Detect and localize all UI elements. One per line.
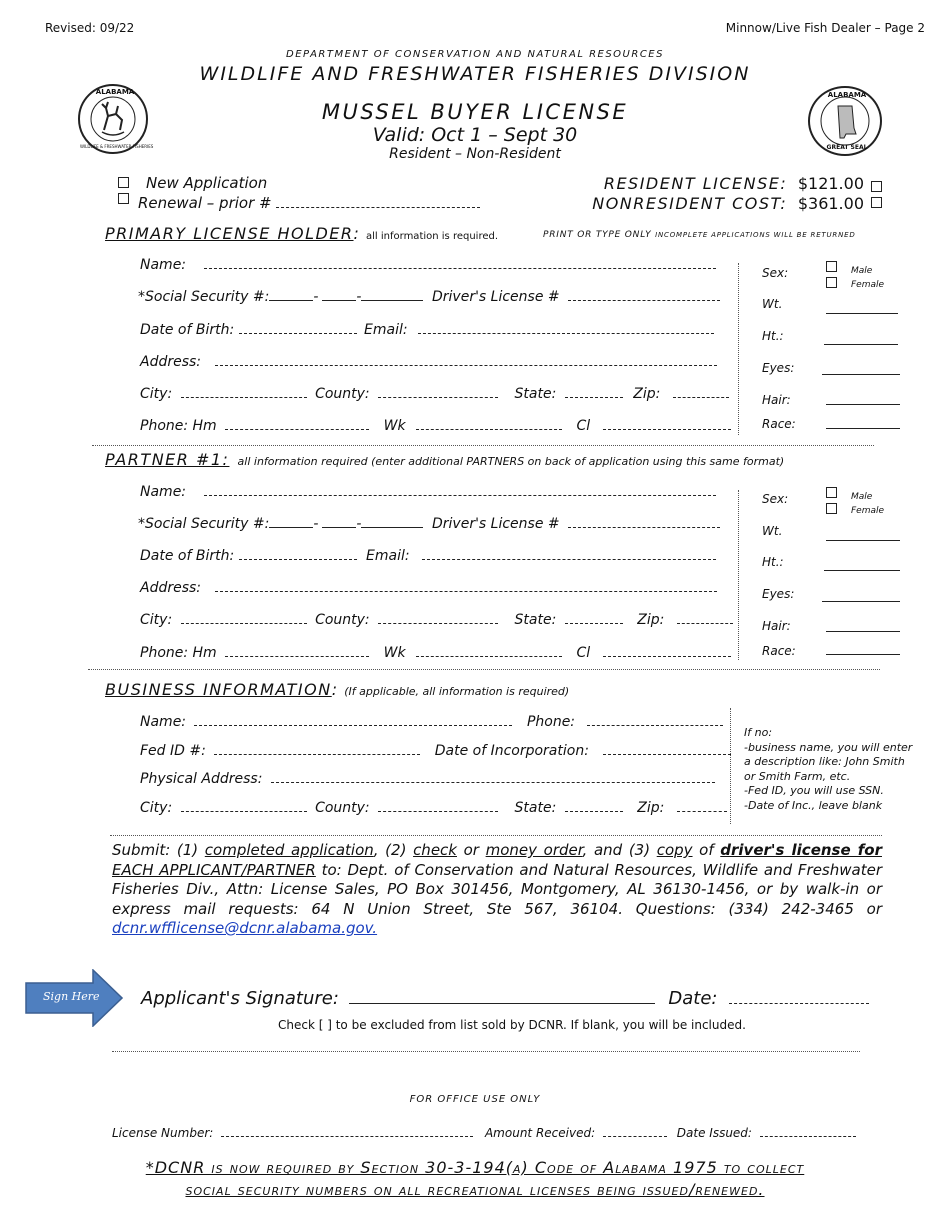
primary-address-row [140, 354, 717, 370]
business-physical-label: Physical Address: [140, 771, 263, 787]
submit-check: check [413, 841, 457, 859]
partner-race-label: Race: [762, 644, 796, 658]
primary-phone-cl-field[interactable] [603, 418, 731, 430]
business-county-field[interactable] [378, 800, 498, 812]
primary-name-row [140, 257, 716, 273]
resident-fee-row [604, 174, 864, 193]
primary-eyes-field[interactable] [822, 374, 900, 375]
submit-text-4: , and (3) [582, 841, 657, 859]
business-physical-field[interactable] [271, 771, 715, 783]
sign-here-text: Sign Here [43, 990, 100, 1003]
partner-race-field[interactable] [826, 654, 900, 655]
logo-right-bottom-text: GREAT SEAL [826, 144, 868, 151]
primary-ht-label: Ht.: [762, 329, 784, 343]
office-amount-field[interactable] [603, 1125, 667, 1137]
primary-sex-label: Sex: [762, 266, 789, 280]
partner-city-label: City: [140, 612, 173, 628]
primary-dl-label: Driver's License # [432, 289, 560, 305]
office-date-issued-label: Date Issued: [676, 1126, 752, 1140]
print-type-main: PRINT OR TYPE ONLY [543, 230, 652, 240]
partner-phone-cl-label: Cl [576, 645, 591, 661]
resident-fee-checkbox[interactable] [871, 181, 882, 192]
primary-male-label: Male [851, 266, 873, 276]
partner-name-label: Name: [140, 484, 187, 500]
business-zip-label: Zip: [637, 800, 665, 816]
partner-ht-label: Ht.: [762, 555, 784, 569]
partner-state-label: State: [514, 612, 557, 628]
primary-section-heading [105, 224, 498, 243]
primary-state-field[interactable] [565, 386, 623, 398]
new-application-checkbox[interactable] [118, 177, 129, 188]
partner-required-note: all information required (enter additional PARTNERS on back of application using this same format) [237, 455, 785, 468]
partner-phone-wk-label: Wk [383, 645, 406, 661]
primary-phone-wk-label: Wk [383, 418, 406, 434]
primary-race-field[interactable] [826, 428, 900, 429]
signature-date-field[interactable] [729, 988, 869, 1004]
business-physical-row [140, 771, 715, 787]
partner-email-row [366, 548, 716, 564]
business-name-field[interactable] [194, 714, 512, 726]
signature-divider [112, 1051, 860, 1052]
primary-wt-label: Wt. [762, 297, 783, 311]
partner-hair-label: Hair: [762, 619, 791, 633]
signature-row [141, 988, 869, 1009]
primary-wt-field[interactable] [826, 313, 898, 314]
business-phone-field[interactable] [587, 714, 723, 726]
resident-fee-label: RESIDENT LICENSE: [603, 174, 788, 193]
office-date-issued-field[interactable] [760, 1125, 856, 1137]
primary-phone-hm-field[interactable] [225, 418, 369, 430]
partner-male-label: Male [851, 492, 873, 502]
primary-dob-label: Date of Birth: [140, 322, 235, 338]
primary-ssn-dash2: - [356, 289, 362, 305]
primary-ssn-part1[interactable] [269, 289, 313, 301]
primary-ssn-part3[interactable] [361, 289, 423, 301]
partner-ssn-part3[interactable] [361, 516, 423, 528]
partner-phone-wk-field[interactable] [416, 645, 562, 657]
page-label [726, 21, 925, 35]
partner-female-checkbox[interactable] [826, 503, 837, 514]
business-county-label: County: [315, 800, 370, 816]
partner-address-field[interactable] [215, 580, 717, 592]
primary-required-note: all information is required. [366, 231, 499, 242]
primary-race-label: Race: [762, 417, 796, 431]
partner-dob-field[interactable] [239, 548, 357, 560]
primary-ssn-part2[interactable] [322, 289, 356, 301]
submit-text-6: to: Dept. of Conservation and Natural Resources, Wildlife and Freshwater Fisheries Div., Attn: License Sales, PO Box 301456, Montgomery, AL 36130-1456, or by walk-in or express mail requests: 64 N Union Street, Ste 567, 36104. Questions: (334) 242-3465 or [112, 860, 882, 918]
signature-label: Applicant's Signature: [141, 988, 339, 1009]
primary-female-checkbox[interactable] [826, 277, 837, 288]
department-name: DEPARTMENT OF CONSERVATION AND NATURAL RESOURCES [286, 49, 664, 60]
partner-zip-field[interactable] [677, 612, 733, 624]
signature-field[interactable] [349, 988, 655, 1004]
logo-left-top-text: ALABAMA [95, 88, 135, 96]
business-side-divider [730, 708, 731, 824]
partner-ssn-label: *Social Security #: [138, 516, 270, 532]
primary-ssn-row [138, 289, 423, 305]
office-amount-label: Amount Received: [484, 1126, 596, 1140]
partner-ht-field[interactable] [824, 570, 900, 571]
footer-ssn-notice-2: social security numbers on all recreational licenses being issued/renewed. [185, 1180, 765, 1199]
primary-dob-row [140, 322, 357, 338]
submit-instructions [112, 841, 882, 939]
renewal-row [138, 194, 480, 212]
partner-ssn-dash2: - [356, 516, 362, 532]
partner-ssn-row [138, 516, 423, 532]
business-name-row [140, 714, 723, 730]
license-title: MUSSEL BUYER LICENSE [321, 100, 629, 124]
page-label-sep: – [874, 21, 881, 35]
primary-email-label: Email: [364, 322, 408, 338]
business-incorp-label: Date of Incorporation: [434, 743, 589, 759]
ifno-line-1: -business name, you will enter [744, 740, 913, 754]
primary-heading-text: PRIMARY LICENSE HOLDER [105, 224, 354, 243]
business-state-label: State: [514, 800, 557, 816]
signature-date-label: Date: [668, 988, 718, 1009]
ifno-line-3: or Smith Farm, etc. [744, 769, 851, 783]
partner-city-field[interactable] [181, 612, 307, 624]
submit-copy: copy [656, 841, 693, 859]
partner-side-divider [738, 490, 739, 660]
primary-city-row [140, 386, 729, 402]
business-if-no-note [744, 726, 912, 813]
primary-female-label: Female [851, 280, 885, 290]
page-label-text: Minnow/Live Fish Dealer [725, 21, 871, 35]
partner-heading-text: PARTNER #1: [105, 450, 230, 469]
primary-address-label: Address: [140, 354, 202, 370]
business-heading-text: BUSINESS INFORMATION [105, 680, 332, 699]
partner-zip-label: Zip: [637, 612, 665, 628]
prior-number-field[interactable] [276, 196, 480, 208]
business-name-label: Name: [140, 714, 187, 730]
partner-email-label: Email: [366, 548, 410, 564]
primary-zip-label: Zip: [633, 386, 661, 402]
primary-state-label: State: [514, 386, 557, 402]
resident-fee-amount: $121.00 [797, 174, 864, 193]
partner-dob-row [140, 548, 357, 564]
primary-city-label: City: [140, 386, 173, 402]
business-fedid-row [140, 743, 731, 759]
business-heading-colon: : [331, 680, 338, 699]
primary-eyes-label: Eyes: [762, 361, 795, 375]
business-city-field[interactable] [181, 800, 307, 812]
business-phone-label: Phone: [526, 714, 576, 730]
renewal-checkbox[interactable] [118, 193, 129, 204]
residency-note: Resident – Non-Resident [389, 146, 561, 162]
nonresident-fee-row [592, 194, 864, 213]
primary-heading-colon: : [353, 224, 359, 243]
business-section-heading [105, 680, 569, 699]
primary-phone-row [140, 418, 731, 434]
primary-phone-hm-label: Phone: Hm [140, 418, 217, 434]
ifno-line-4: -Fed ID, you will use SSN. [744, 784, 884, 797]
partner-name-field[interactable] [204, 484, 716, 496]
submit-money-order: money order [485, 841, 583, 859]
primary-male-checkbox[interactable] [826, 261, 837, 272]
primary-email-row [364, 322, 714, 338]
partner-hair-field[interactable] [826, 631, 900, 632]
partner-phone-hm-field[interactable] [225, 645, 369, 657]
office-use-heading: FOR OFFICE USE ONLY [409, 1094, 541, 1105]
print-type-small: INCOMPLETE APPLICATIONS WILL BE RETURNED [655, 231, 856, 239]
partner-ssn-part1[interactable] [269, 516, 313, 528]
license-email-link[interactable]: dcnr.wfflicense@dcnr.alabama.gov. [112, 919, 378, 937]
submit-each-applicant: EACH APPLICANT/PARTNER [112, 860, 316, 879]
primary-hair-field[interactable] [826, 404, 900, 405]
ifno-line-0: If no: [744, 726, 773, 739]
partner-female-label: Female [851, 506, 885, 516]
nonresident-fee-amount: $361.00 [797, 194, 864, 213]
partner-eyes-field[interactable] [822, 601, 900, 602]
office-license-number-field[interactable] [221, 1125, 473, 1137]
office-license-number-label: License Number: [112, 1126, 214, 1140]
primary-city-field[interactable] [181, 386, 307, 398]
partner-county-label: County: [315, 612, 370, 628]
nonresident-fee-label: NONRESIDENT COST: [592, 194, 788, 213]
submit-text-2: , (2) [373, 841, 414, 859]
primary-ssn-dash1: - [313, 289, 319, 305]
partner-city-row [140, 612, 733, 628]
new-application-label: New Application [146, 174, 268, 192]
primary-dob-field[interactable] [239, 322, 357, 334]
partner-phone-hm-label: Phone: Hm [140, 645, 217, 661]
primary-side-divider [738, 263, 739, 435]
primary-email-field[interactable] [418, 322, 714, 334]
primary-phone-cl-label: Cl [576, 418, 591, 434]
partner-phone-cl-field[interactable] [603, 645, 731, 657]
primary-zip-field[interactable] [673, 386, 729, 398]
wildlife-division-logo [78, 84, 154, 154]
primary-ht-field[interactable] [824, 344, 898, 345]
business-fedid-label: Fed ID #: [140, 743, 206, 759]
partner-eyes-label: Eyes: [762, 587, 795, 601]
print-type-note [543, 230, 856, 240]
partner-address-label: Address: [140, 580, 202, 596]
primary-dl-field[interactable] [568, 289, 720, 301]
partner-sex-label: Sex: [762, 492, 789, 506]
revised-date: Revised: 09/22 [45, 21, 135, 35]
partner-ssn-dash1: - [313, 516, 319, 532]
submit-completed-application: completed application [204, 841, 374, 859]
submit-text-1: Submit: (1) [112, 841, 205, 859]
primary-name-field[interactable] [204, 257, 716, 269]
primary-address-field[interactable] [215, 354, 717, 366]
primary-section-divider [92, 445, 874, 446]
valid-period: Valid: Oct 1 – Sept 30 [372, 124, 578, 146]
primary-phone-wk-field[interactable] [416, 418, 562, 430]
division-name: WILDLIFE AND FRESHWATER FISHERIES DIVISION [199, 63, 751, 85]
partner-phone-row [140, 645, 731, 661]
partner-dl-label: Driver's License # [432, 516, 560, 532]
business-state-field[interactable] [565, 800, 623, 812]
primary-hair-label: Hair: [762, 393, 791, 407]
business-section-divider [110, 835, 882, 836]
opt-out-note[interactable]: Check [ ] to be excluded from list sold by DCNR. If blank, you will be included. [278, 1018, 746, 1032]
primary-county-label: County: [315, 386, 370, 402]
logo-left-bottom-text: WILDLIFE & FRESHWATER FISHERIES [80, 144, 154, 149]
partner-dl-row [432, 516, 720, 532]
partner-wt-field[interactable] [826, 540, 900, 541]
partner-county-field[interactable] [378, 612, 498, 624]
submit-text-3: or [456, 841, 486, 859]
office-use-row [112, 1125, 856, 1140]
primary-dl-row [432, 289, 720, 305]
logo-right-top-text: ALABAMA [827, 91, 867, 99]
primary-name-label: Name: [140, 257, 187, 273]
nonresident-fee-checkbox[interactable] [871, 197, 882, 208]
submit-drivers-license: driver's license for [720, 841, 882, 859]
renewal-label: Renewal – prior # [138, 194, 272, 212]
primary-ssn-label: *Social Security #: [138, 289, 270, 305]
footer-ssn-notice-1: *DCNR is now required by Section 30-3-194(a) Code of Alabama 1975 to collect [145, 1158, 805, 1177]
business-city-label: City: [140, 800, 173, 816]
primary-county-field[interactable] [378, 386, 498, 398]
business-zip-field[interactable] [677, 800, 727, 812]
partner-wt-label: Wt. [762, 524, 783, 538]
partner-ssn-part2[interactable] [322, 516, 356, 528]
page-number: Page 2 [884, 21, 925, 35]
business-city-row [140, 800, 727, 816]
partner-email-field[interactable] [422, 548, 716, 560]
partner-male-checkbox[interactable] [826, 487, 837, 498]
submit-text-5: of [692, 841, 721, 859]
business-required-note: (If applicable, all information is required) [344, 685, 570, 698]
sign-here-arrow [25, 969, 123, 1027]
ifno-line-5: -Date of Inc., leave blank [744, 798, 883, 812]
partner-state-field[interactable] [565, 612, 623, 624]
partner-dl-field[interactable] [568, 516, 720, 528]
partner-name-row [140, 484, 716, 500]
partner-dob-label: Date of Birth: [140, 548, 235, 564]
business-incorp-field[interactable] [603, 743, 731, 755]
business-fedid-field[interactable] [214, 743, 420, 755]
partner-address-row [140, 580, 717, 596]
ifno-line-2: a description like: John Smith [744, 755, 905, 768]
partner-section-divider [88, 669, 880, 670]
alabama-great-seal [808, 86, 882, 156]
partner-section-heading [105, 450, 784, 469]
